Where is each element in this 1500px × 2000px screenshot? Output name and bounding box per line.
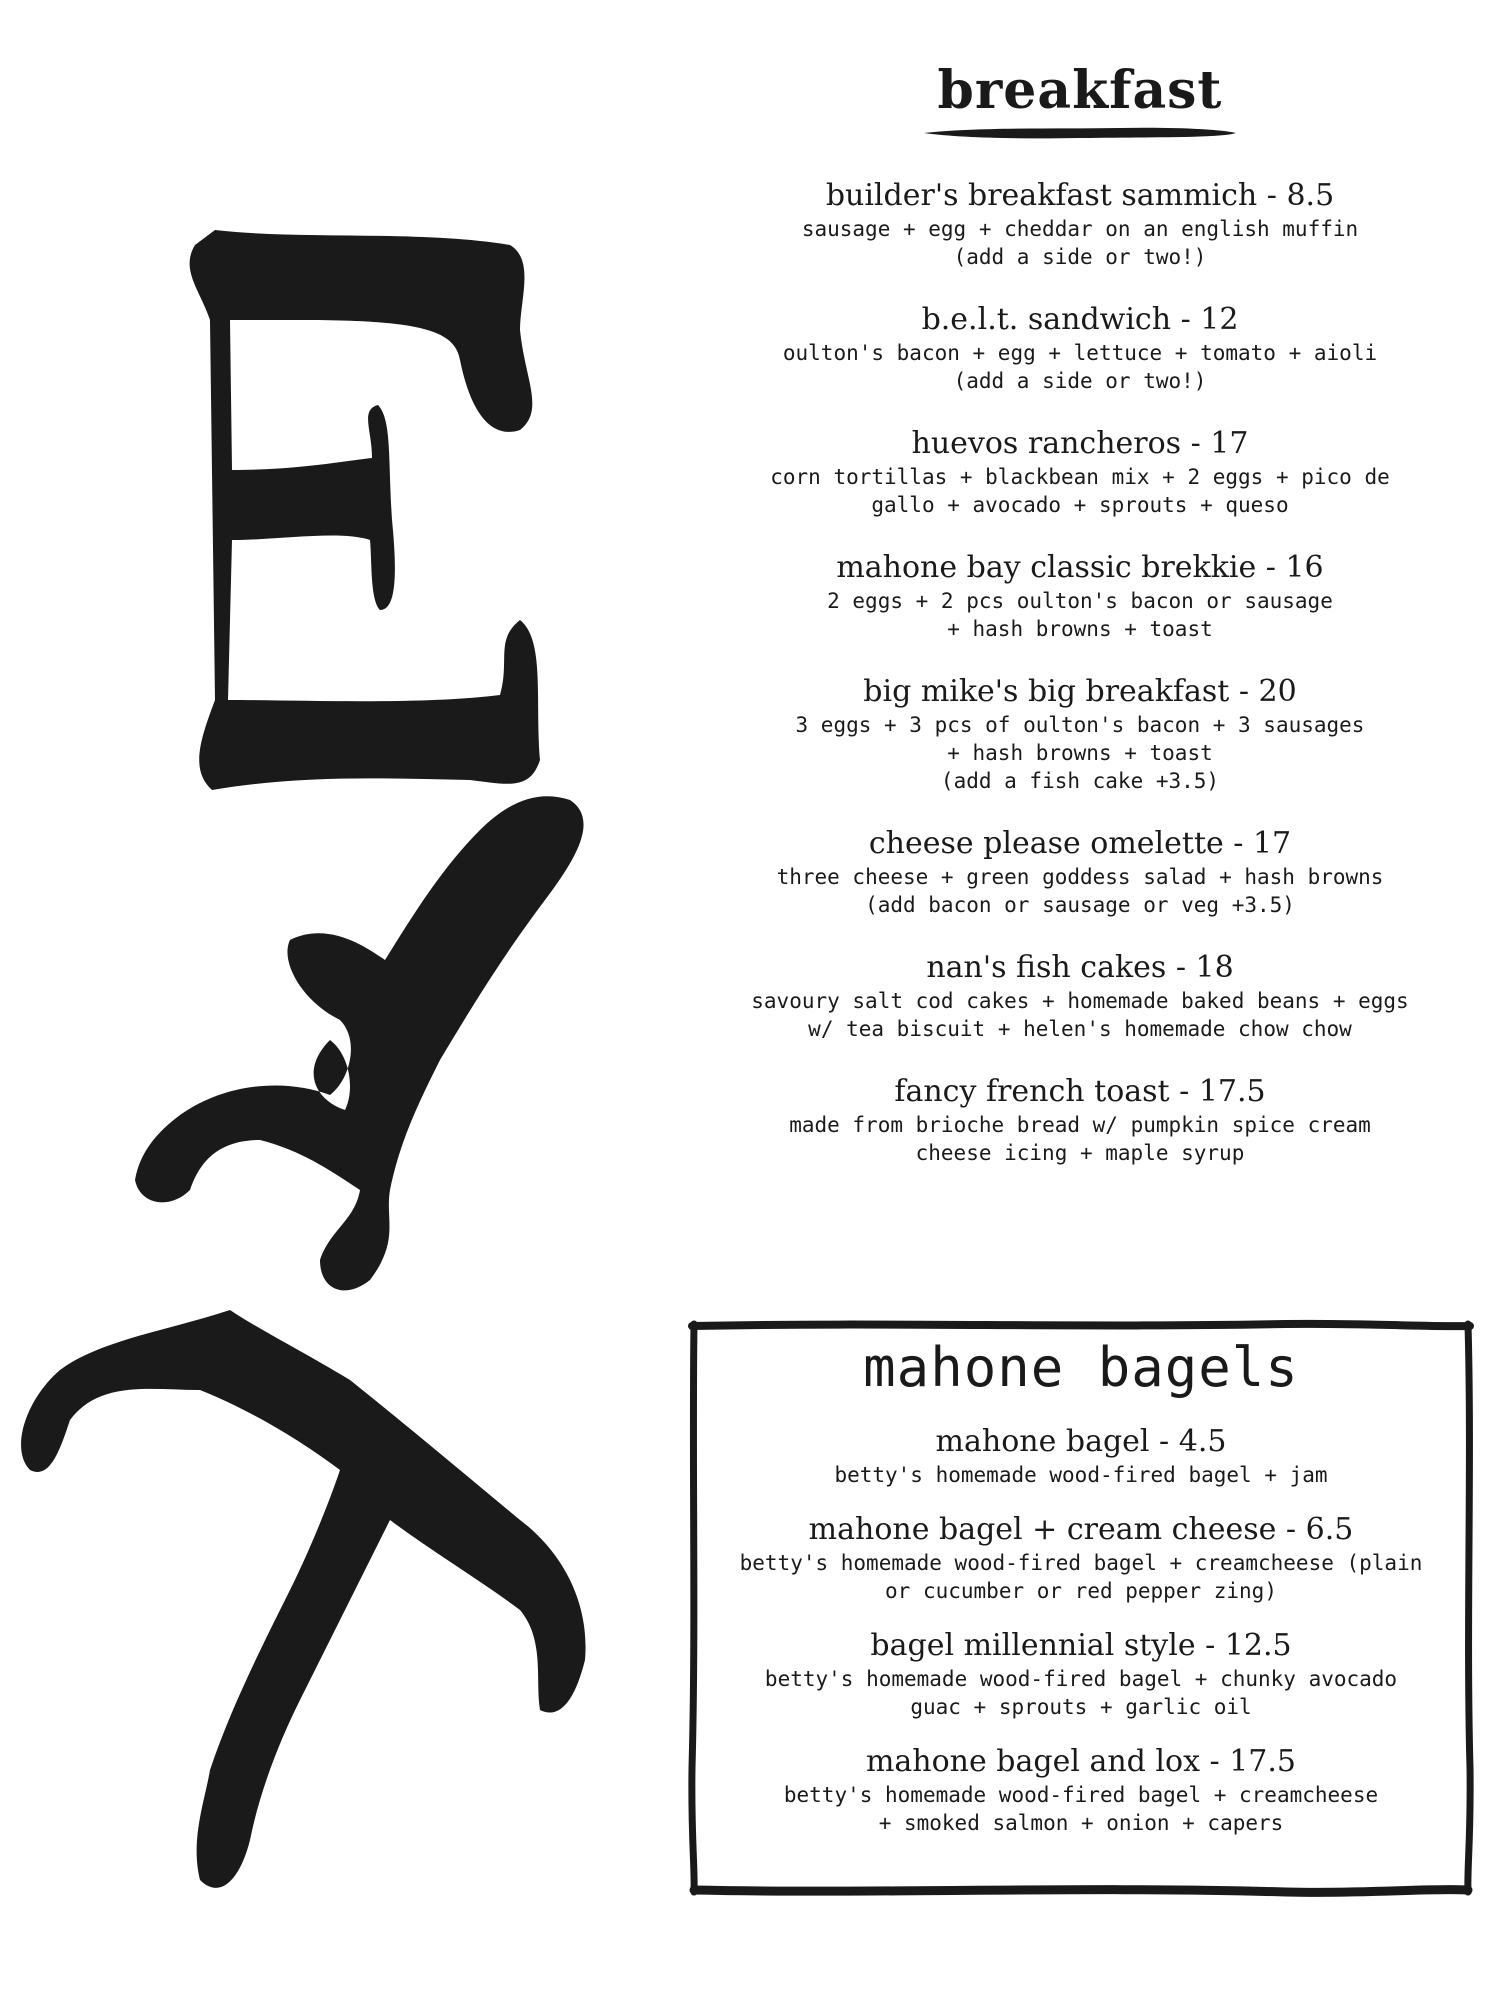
menu-item-name-price: mahone bay classic brekkie - 16: [836, 550, 1324, 585]
menu-item-description: betty's homemade wood-fired bagel + jam: [834, 1463, 1328, 1487]
menu-item-name-price: mahone bagel - 4.5: [935, 1424, 1227, 1459]
letter-t: [21, 1310, 586, 1888]
bagels-items: [706, 1423, 1456, 1837]
letter-e: [190, 230, 540, 790]
menu-item-description: savoury salt cod cakes + homemade baked beans + eggs w/ tea biscuit + helen's homemade chow chow: [751, 989, 1409, 1041]
menu-item-description: sausage + egg + cheddar on an english muffin (add a side or two!): [801, 217, 1359, 269]
menu-item: [700, 825, 1460, 919]
menu-item: [700, 425, 1460, 519]
menu-item-name-price: builder's breakfast sammich - 8.5: [825, 178, 1335, 213]
breakfast-section: [700, 60, 1460, 1197]
menu-item: [700, 949, 1460, 1043]
menu-item-name-price: mahone bagel and lox - 17.5: [865, 1744, 1297, 1779]
menu-item: [700, 301, 1460, 395]
bagels-title: mahone bagels: [863, 1336, 1299, 1399]
menu-item: [700, 673, 1460, 795]
menu-item-description: betty's homemade wood-fired bagel + creamcheese + smoked salmon + onion + capers: [783, 1783, 1379, 1835]
bagels-content: [706, 1336, 1456, 1859]
brush-underline: [920, 125, 1240, 141]
menu-item-description: three cheese + green goddess salad + hash browns (add bacon or sausage or veg +3.5): [776, 865, 1384, 917]
bagels-section: [686, 1318, 1476, 1898]
menu-item-name-price: nan's fish cakes - 18: [926, 950, 1234, 985]
menu-item-name-price: huevos rancheros - 17: [911, 426, 1249, 461]
menu-item: [700, 177, 1460, 271]
menu-item-name-price: cheese please omelette - 17: [868, 826, 1292, 861]
menu-item-description: betty's homemade wood-fired bagel + chunky avocado guac + sprouts + garlic oil: [764, 1667, 1398, 1719]
menu-item-name-price: mahone bagel + cream cheese - 6.5: [808, 1512, 1354, 1547]
letter-a: [135, 796, 584, 1290]
menu-item: [706, 1743, 1456, 1837]
menu-item-name-price: big mike's big breakfast - 20: [863, 674, 1297, 709]
menu-item-description: 2 eggs + 2 pcs oulton's bacon or sausage + hash browns + toast: [827, 589, 1333, 641]
eat-logo-lettering: [0, 0, 620, 2000]
menu-item-name-price: b.e.l.t. sandwich - 12: [921, 302, 1239, 337]
menu-item-description: oulton's bacon + egg + lettuce + tomato + aioli (add a side or two!): [782, 341, 1378, 393]
menu-item: [706, 1511, 1456, 1605]
menu-item: [700, 549, 1460, 643]
menu-item-name-price: fancy french toast - 17.5: [894, 1074, 1266, 1109]
breakfast-title: breakfast: [937, 60, 1223, 121]
menu-item-name-price: bagel millennial style - 12.5: [870, 1628, 1292, 1663]
menu-item: [700, 1073, 1460, 1167]
breakfast-items: [700, 177, 1460, 1167]
menu-item-description: made from brioche bread w/ pumpkin spice cream cheese icing + maple syrup: [789, 1113, 1371, 1165]
menu-item: [706, 1423, 1456, 1489]
menu-item-description: betty's homemade wood-fired bagel + creamcheese (plain or cucumber or red pepper zing): [739, 1551, 1423, 1603]
menu-item: [706, 1627, 1456, 1721]
menu-item-description: corn tortillas + blackbean mix + 2 eggs + pico de gallo + avocado + sprouts + queso: [770, 465, 1390, 517]
menu-item-description: 3 eggs + 3 pcs of oulton's bacon + 3 sausages + hash browns + toast (add a fish cake +3.5): [795, 713, 1365, 793]
